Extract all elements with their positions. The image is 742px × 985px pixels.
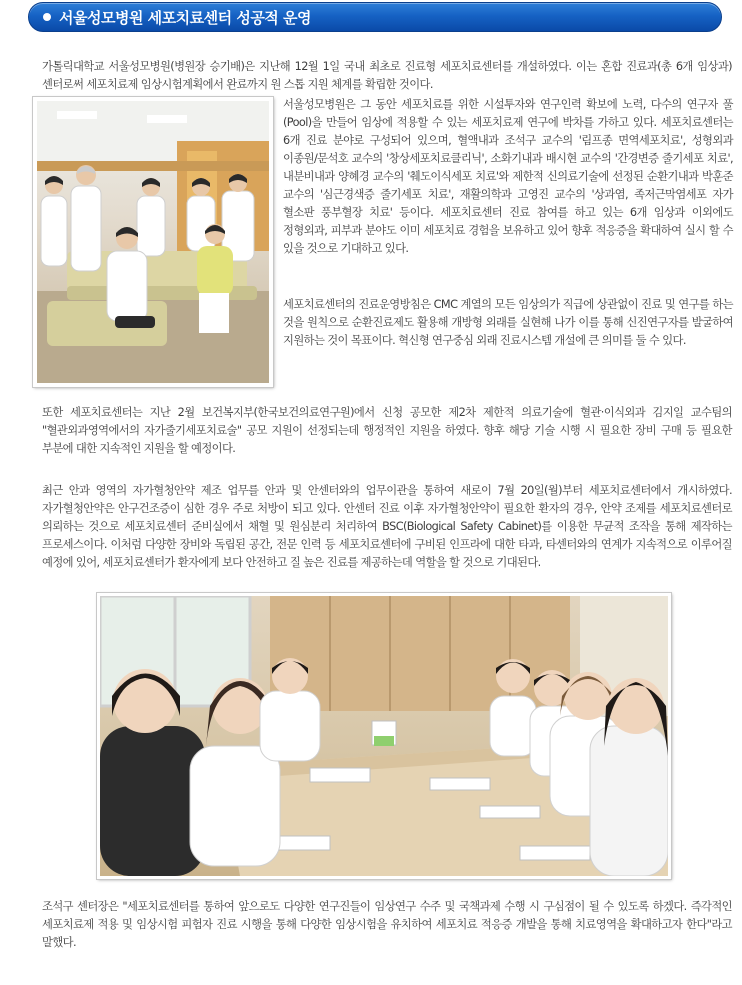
article-title-bar bbox=[28, 2, 722, 32]
meeting-photo bbox=[97, 593, 671, 879]
title-bullet-icon bbox=[43, 13, 51, 21]
paragraph-quote: 조석구 센터장은 "세포치료센터를 통하여 앞으로도 다양한 연구진들이 임상연구 수주 및 국책과제 수행 시 구심점이 될 수 있도록 하겠다. 즉각적인 세포치료제 적용 및 임상시험 피험자 진료 시행을 통해 다양한 임상시험을 유치하여 세포치료 적응증 개발을 통해 치료영역을 확대하고자 한다"라고 말했다. bbox=[42, 900, 732, 949]
paragraph-eyedrop: 최근 안과 영역의 자가혈청안약 제조 업무를 안과 및 안센터와의 업무이관을 통하여 새로이 7월 20일(월)부터 세포치료센터에서 개시하였다. 자가혈청안약은 안구건조증이 심한 경우 주로 처방이 되고 있다. 안센터 진료 이후 자가혈청안약이 필요한 환자의 경우, 안약 조제를 세포치료센터로 의뢰하는 것으로 세포치료센터 준비실에서 채혈 및 원심분리 처리하여 BSC(Biological Safety Cabinet)를 이용한 무균적 조작을 통해 제작하는 프로세스이다. 이처럼 다양한 장비와 독립된 공간, 전문 인력 등 세포치료센터에 구비된 인프라에 대한 타과, 타센터와의 연계가 지속적으로 이루어질 예정에 있어, 세포치료센터가 환자에게 보다 안전하고 질 높은 진료를 제공하는데 역할을 할 것으로 기대된다. bbox=[42, 484, 732, 569]
article-title: 서울성모병원 세포치료센터 성공적 운영 bbox=[59, 9, 311, 27]
paragraph-support: 또한 세포치료센터는 지난 2월 보건복지부(한국보건의료연구원)에서 신청 공모한 제2차 제한적 의료기술에 혈관·이식외과 김지일 교수팀의 "혈관외과영역에서의 자가줄기세포치료술" 공모 지원이 선정되는데 행정적인 지원을 하였다. 향후 해당 기술 시행 시 필요한 장비 구매 등 필요한 부분에 대한 지속적인 지원을 할 예정이다. bbox=[42, 406, 732, 455]
paragraph-staff: 서울성모병원은 그 동안 세포치료를 위한 시설투자와 연구인력 확보에 노력, 다수의 연구자 풀(Pool)을 만들어 임상에 적용할 수 있는 세포치료제 연구에 박차를 가하고 있다. 세포치료센터는 6개 진료 분야로 구성되어 있으며, 혈액내과 조석구 교수의 '림프종 면역세포치료', 성형외과 이종원/문석호 교수의 '창상세포치료클리닉', 소화기내과 배시현 교수의 '간경변증 줄기세포 치료', 내분비내과 양혜경 교수의 '췌도이식세포 치료'와 제한적 신의료기술에 선정된 순환기내과 박훈준 교수의 '심근경색증 줄기세포 치료', 재활의학과 고영진 교수의 '상과염, 족저근막염세포 자가 혈소판 풍부혈장 치료' 등이다. 세포치료센터 진료 참여를 하고 있는 6개 임상과 이외에도 정형외과, 피부과 분야도 이미 세포치료 경험을 보유하고 있어 향후 적응증을 확대하여 실시 할 수 있을 것으로 기대하고 있다. bbox=[283, 98, 733, 255]
paragraph-policy: 세포치료센터의 진료운영방침은 CMC 계열의 모든 임상의가 직급에 상관없이 진료 및 연구를 하는 것을 원칙으로 순환진료제도 활용해 개방형 외래를 실현해 나가 이를 통해 신진연구자를 발굴하여 지원하는 것이 목표이다. 혁신형 연구중심 외래 진료시스템 개설에 큰 의미를 둘 수 있다. bbox=[283, 298, 733, 347]
paragraph-intro: 가톨릭대학교 서울성모병원(병원장 승기배)은 지난해 12월 1일 국내 최초로 진료형 세포치료센터를 개설하였다. 이는 혼합 진료과(총 6개 임상과) 센터로써 세포치료제 임상시험계획에서 완료까지 원 스톱 지원 체계를 확립한 것이다. bbox=[42, 60, 732, 91]
staff-group-photo bbox=[33, 97, 273, 387]
